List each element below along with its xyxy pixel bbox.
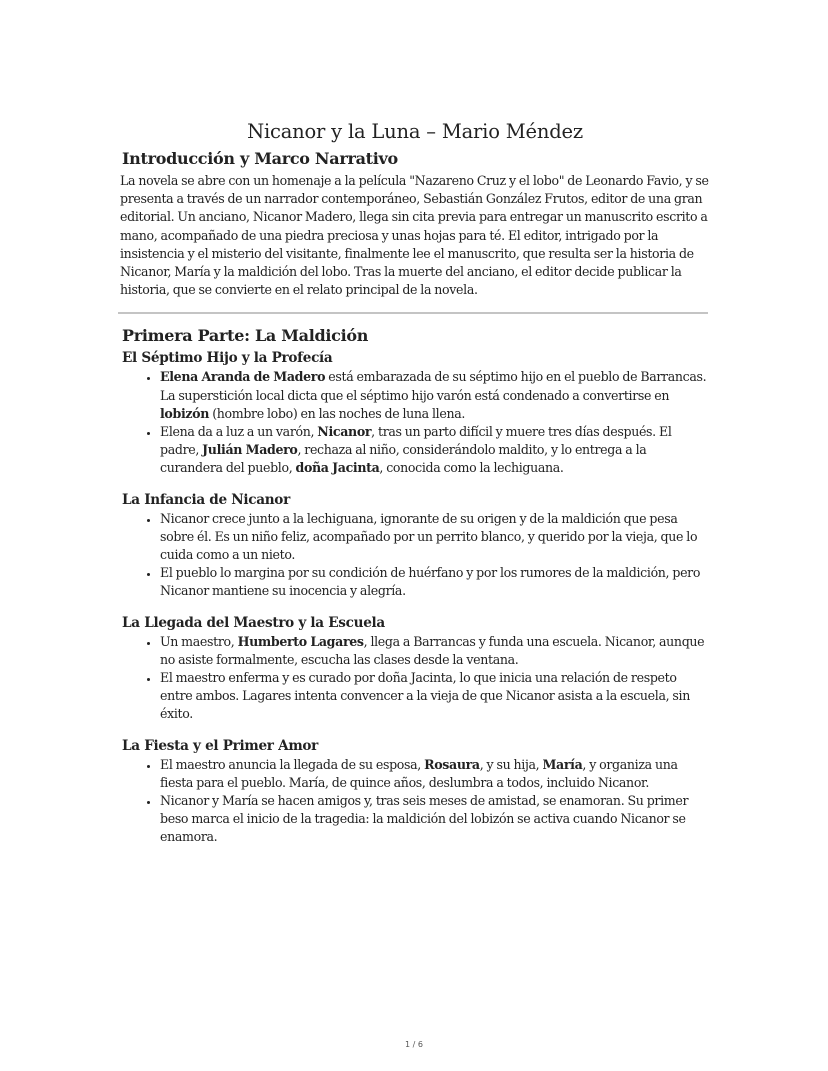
document-page (120, 120, 710, 861)
bold-term: lobizón (160, 405, 210, 421)
list-item (160, 368, 710, 423)
bullet-list (120, 756, 710, 847)
list-text: (hombre lobo) en las noches de luna llena. (209, 405, 466, 421)
section-heading-fiesta: La Fiesta y el Primer Amor (122, 737, 319, 754)
bold-name: Nicanor (317, 424, 372, 440)
list-text: , y su hija, (479, 756, 543, 772)
list-text: El maestro anuncia la llegada de su esposa, (160, 756, 425, 772)
intro-heading: Introducción y Marco Narrativo (122, 149, 398, 168)
list-text: , y organiza una fiesta para el pueblo. María, de quince años, deslumbra a todos, incluido Nicanor. (160, 756, 678, 790)
bold-name: Julián Madero (202, 442, 298, 458)
list-item (160, 669, 710, 724)
document-title: Nicanor y la Luna – Mario Méndez (247, 120, 583, 143)
intro-section (120, 149, 710, 299)
list-text: está embarazada de su séptimo hijo en el pueblo de Barrancas. La superstición local dicta que el séptimo hijo varón está condenado a convertirse en (160, 369, 707, 403)
bullet-list (120, 633, 710, 724)
list-item (160, 423, 710, 478)
section-divider (118, 312, 708, 314)
bullet-list (120, 510, 710, 601)
list-text: El maestro enferma y es curado por doña Jacinta, lo que inicia una relación de respeto entre ambos. Lagares intenta convencer a la vieja de que Nicanor asista a la escuela, sin éxito. (160, 670, 690, 722)
list-text: Nicanor y María se hacen amigos y, tras seis meses de amistad, se enamoran. Su primer beso marca el inicio de la tragedia: la maldición del lobizón se activa cuando Nicanor se enamora. (160, 793, 689, 845)
list-text: El pueblo lo margina por su condición de huérfano y por los rumores de la maldición, pero Nicanor mantiene su inocencia y alegría. (160, 565, 701, 599)
bold-name: doña Jacinta (295, 460, 380, 476)
list-item (160, 756, 710, 792)
list-text: Nicanor crece junto a la lechiguana, ignorante de su origen y de la maldición que pesa sobre él. Es un niño feliz, acompañado por un perrito blanco, y querido por la vieja, que lo cuida como a un nieto. (160, 510, 698, 563)
bold-name: Humberto Lagares (237, 633, 364, 649)
bold-name: María (542, 756, 583, 772)
list-item (160, 792, 710, 847)
bold-name: Elena Aranda de Madero (160, 369, 326, 385)
section-heading-infancia: La Infancia de Nicanor (122, 491, 290, 508)
page-indicator: 1 / 6 (405, 1040, 423, 1049)
list-text: Un maestro, (160, 633, 238, 649)
part1-heading: Primera Parte: La Maldición (122, 326, 369, 346)
list-item (160, 564, 710, 600)
bold-name: Rosaura (424, 756, 480, 772)
list-item (160, 510, 710, 565)
list-text: , llega a Barrancas y funda una escuela. Nicanor, aunque no asiste formalmente, escucha las clases desde la ventana. (160, 633, 705, 667)
intro-paragraph: La novela se abre con un homenaje a la película "Nazareno Cruz y el lobo" de Leonardo Favio, y se presenta a través de un narrador contemporáneo, Sebastián González Frutos, editor de una gran editorial. Un anciano, Nicanor Madero, llega sin cita previa para entregar un manuscrito escrito a mano, acompañado de una piedra preciosa y unas hojas para té. El editor, intrigado por la insistencia y el misterio del visitante, finalmente lee el manuscrito, que resulta ser la historia de Nicanor, María y la maldición del lobo. Tras la muerte del anciano, el editor decide publicar la historia, que se convierte en el relato principal de la novela. (120, 173, 709, 298)
list-item (160, 633, 710, 669)
list-text: , tras un parto difícil y muere tres días después. El padre, (160, 424, 672, 458)
list-text: , rechaza al niño, considerándolo maldito, y lo entrega a la curandera del pueblo, (160, 442, 647, 476)
list-text: , conocida como la lechiguana. (379, 460, 564, 476)
section-heading-maestro: La Llegada del Maestro y la Escuela (122, 614, 385, 631)
section-heading-septimo-hijo: El Séptimo Hijo y la Profecía (122, 350, 333, 367)
bullet-list (120, 368, 710, 477)
list-text: Elena da a luz a un varón, (160, 424, 318, 440)
